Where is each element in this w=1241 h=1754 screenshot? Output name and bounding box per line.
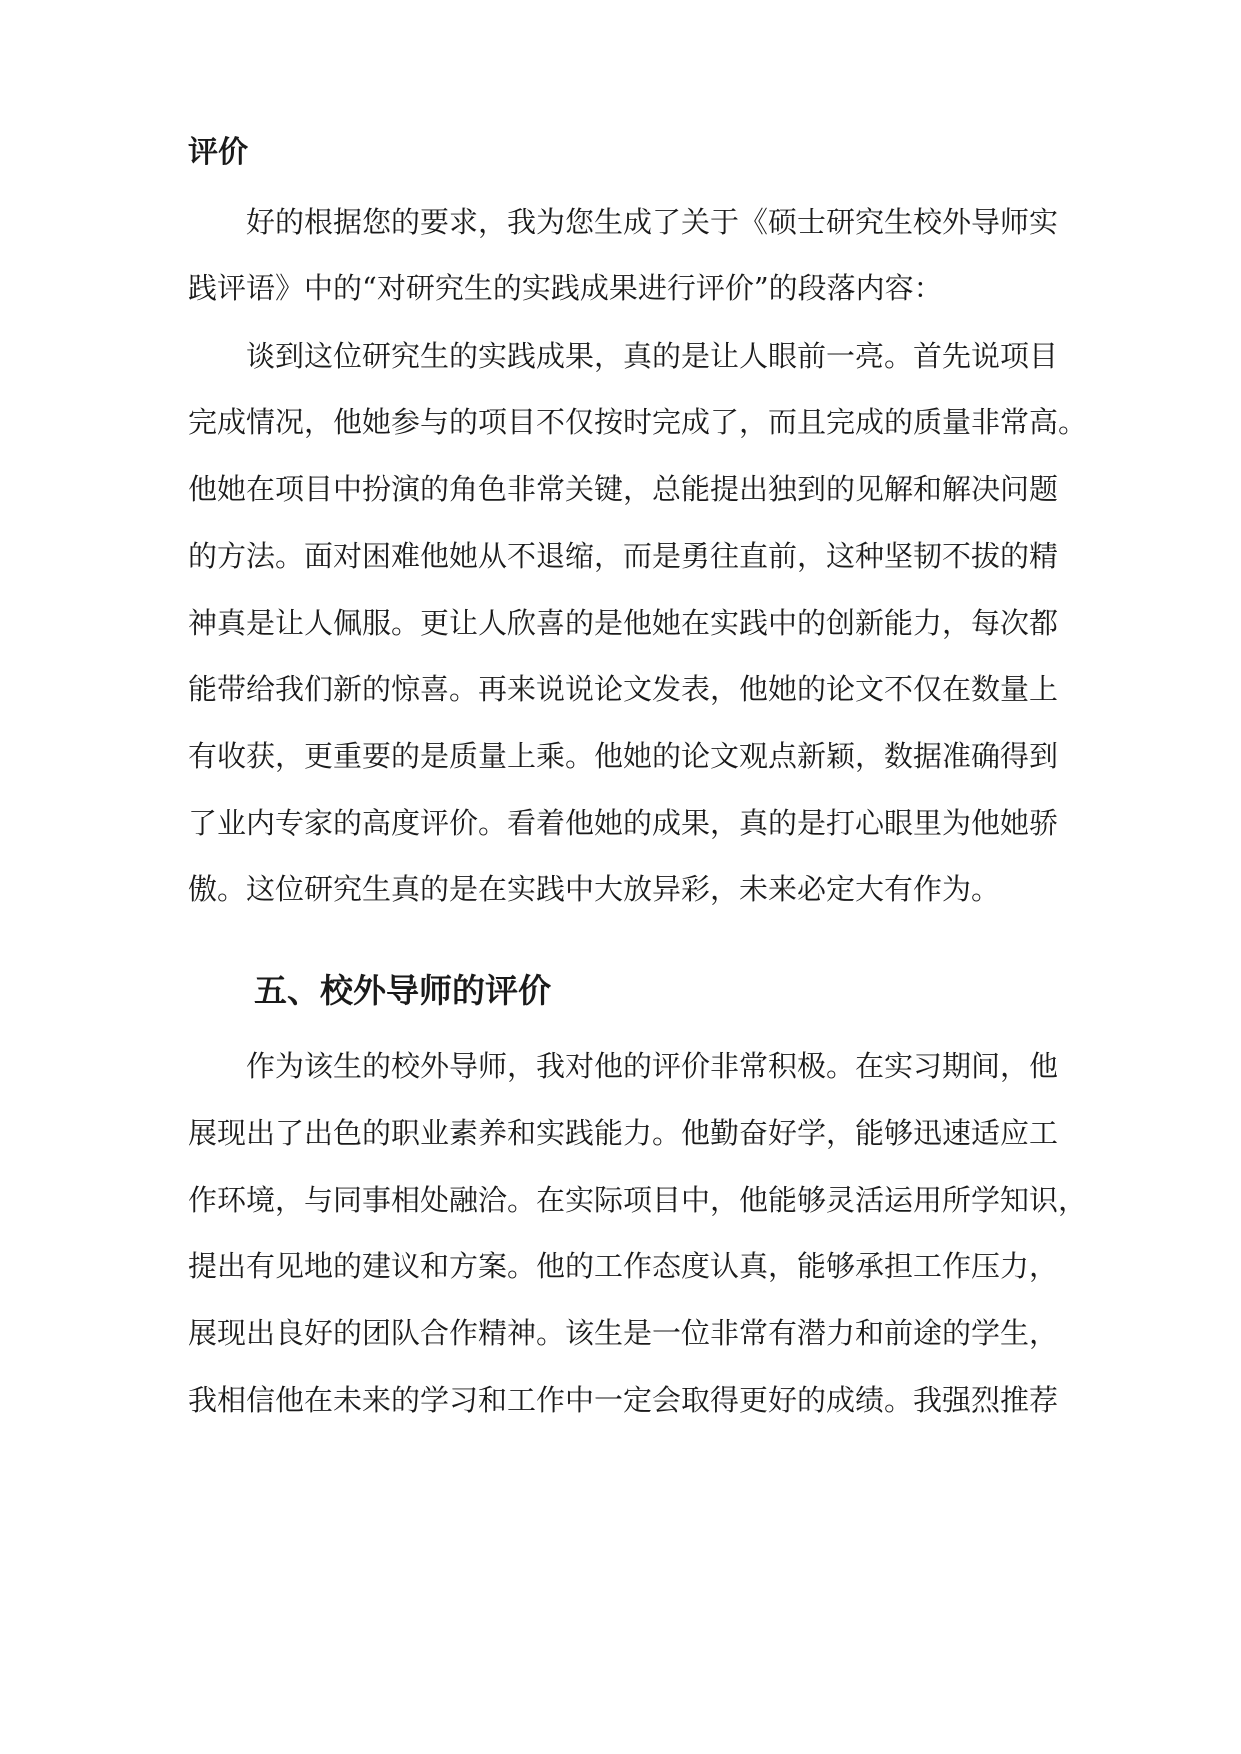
paragraph-line: 傲。这位研究生真的是在实践中大放异彩，未来必定大有作为。 [188, 872, 1001, 906]
paragraph-line: 作为该生的校外导师，我对他的评价非常积极。在实习期间，他 [246, 1049, 1059, 1083]
paragraph-line: 展现出良好的团队合作精神。该生是一位非常有潜力和前途的学生， [188, 1316, 1059, 1350]
paragraph-line: 了业内专家的高度评价。看着他她的成果，真的是打心眼里为他她骄 [188, 806, 1059, 840]
paragraph-line: 提出有见地的建议和方案。他的工作态度认真，能够承担工作压力， [188, 1249, 1059, 1283]
section-heading: 五、校外导师的评价 [254, 971, 551, 1010]
paragraph-line: 谈到这位研究生的实践成果，真的是让人眼前一亮。首先说项目 [246, 339, 1059, 373]
paragraph-line: 能带给我们新的惊喜。再来说说论文发表，他她的论文不仅在数量上 [188, 672, 1059, 706]
paragraph-line: 作环境，与同事相处融洽。在实际项目中，他能够灵活运用所学知识， [188, 1183, 1088, 1217]
paragraph-line: 有收获，更重要的是质量上乘。他她的论文观点新颖，数据准确得到 [188, 739, 1059, 773]
paragraph-line: 我相信他在未来的学习和工作中一定会取得更好的成绩。我强烈推荐 [188, 1383, 1059, 1417]
paragraph-line: 的方法。面对困难他她从不退缩，而是勇往直前，这种坚韧不拔的精 [188, 539, 1059, 573]
paragraph-line: 完成情况，他她参与的项目不仅按时完成了，而且完成的质量非常高。 [188, 405, 1088, 439]
intro-line: 践评语》中的“对研究生的实践成果进行评价”的段落内容： [188, 271, 943, 305]
paragraph-line: 神真是让人佩服。更让人欣喜的是他她在实践中的创新能力，每次都 [188, 606, 1059, 640]
paragraph-line: 他她在项目中扮演的角色非常关键，总能提出独到的见解和解决问题 [188, 472, 1059, 506]
intro-line: 好的根据您的要求，我为您生成了关于《硕士研究生校外导师实 [246, 205, 1059, 239]
paragraph-line: 展现出了出色的职业素养和实践能力。他勤奋好学，能够迅速适应工 [188, 1116, 1059, 1150]
top-heading: 评价 [188, 135, 248, 170]
